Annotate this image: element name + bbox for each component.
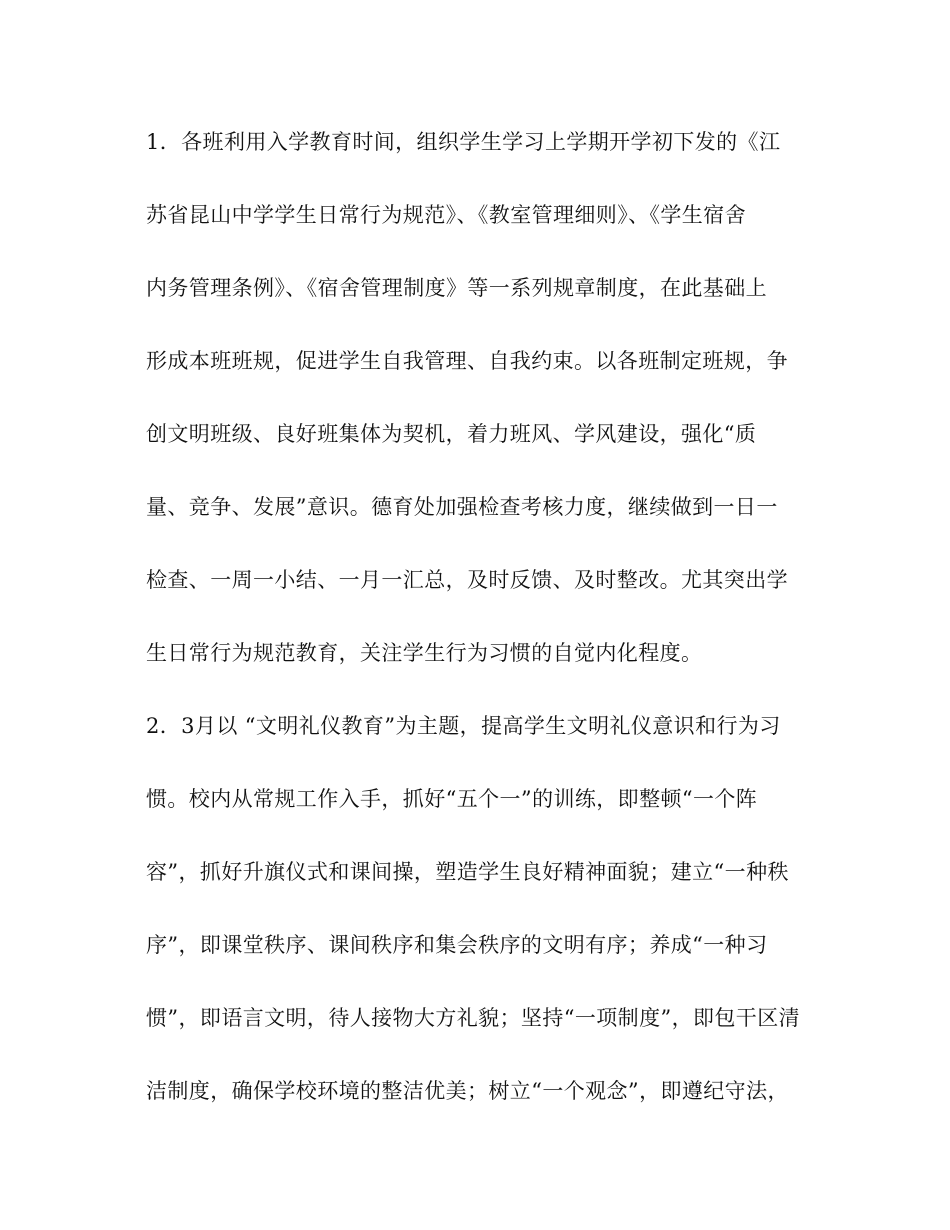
- paragraph-line: 创文明班级、良好班集体为契机，着力班风、学风建设，强化“质: [146, 422, 757, 446]
- paragraph-line: 惯”，即语言文明，待人接物大方礼貌；坚持“一项制度”，即包干区清: [146, 1006, 801, 1030]
- paragraph-line: 生日常行为规范教育，关注学生行为习惯的自觉内化程度。: [146, 641, 703, 665]
- paragraph-line: 1．各班利用入学教育时间，组织学生学习上学期开学初下发的《江: [146, 130, 781, 154]
- paragraph-line: 检查、一周一小结、一月一汇总，及时反馈、及时整改。尤其突出学: [146, 568, 788, 592]
- paragraph-line: 洁制度，确保学校环境的整洁优美；树立“一个观念”，即遵纪守法，: [146, 1079, 789, 1103]
- paragraph-line: 形成本班班规，促进学生自我管理、自我约束。以各班制定班规，争: [146, 349, 788, 373]
- paragraph-line: 惯。校内从常规工作入手，抓好“五个一”的训练，即整顿“一个阵: [146, 787, 758, 811]
- paragraph-line: 量、竞争、发展”意识。德育处加强检查考核力度，继续做到一日一: [146, 495, 778, 519]
- paragraph-line: 苏省昆山中学学生日常行为规范》、《教室管理细则》、《学生宿舍: [146, 203, 746, 227]
- paragraph-line: 内务管理条例》、《宿舍管理制度》等一系列规章制度，在此基础上: [146, 276, 767, 300]
- paragraph-line: 序”，即课堂秩序、课间秩序和集会秩序的文明有序；养成“一种习: [146, 933, 768, 957]
- paragraph-line: 2．3月以 “文明礼仪教育”为主题，提高学生文明礼仪意识和行为习: [146, 714, 781, 738]
- paragraph-line: 容”，抓好升旗仪式和课间操，塑造学生良好精神面貌；建立“一种秩: [146, 860, 789, 884]
